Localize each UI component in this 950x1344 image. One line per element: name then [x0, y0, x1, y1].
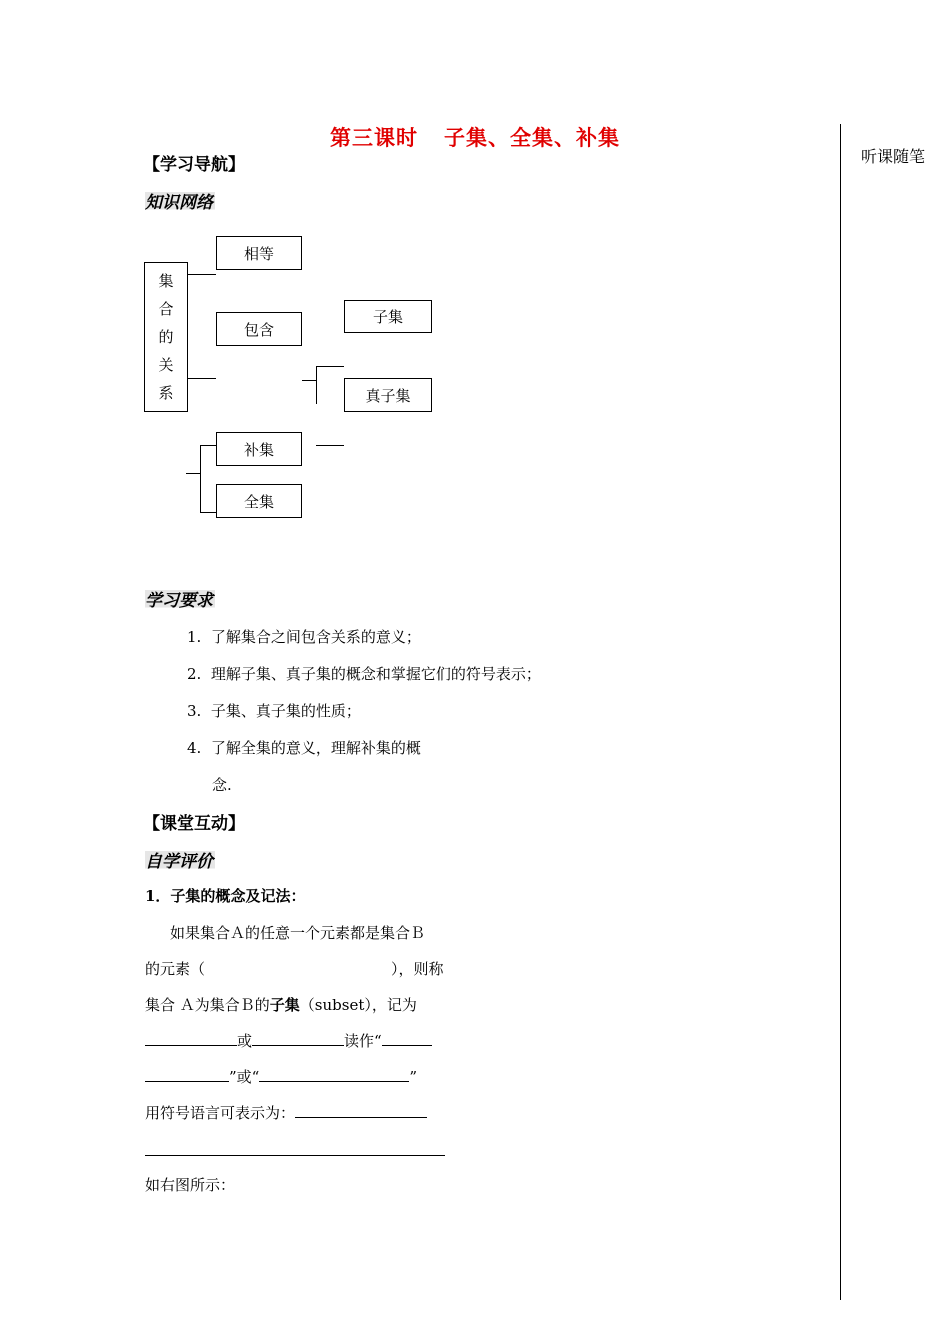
section-requirements: 学习要求: [145, 586, 215, 611]
box-universal: 全集: [216, 484, 302, 518]
box-proper-subset: 真子集: [344, 378, 432, 412]
requirement-num: 2.: [187, 665, 202, 683]
connector-line: [188, 378, 216, 379]
section-interaction: 【课堂互动】: [143, 814, 245, 834]
connector-line: [200, 445, 216, 446]
connector-line: [316, 366, 317, 404]
connector-line: [316, 366, 344, 367]
root-char: 系: [158, 384, 174, 402]
fill-blank[interactable]: [259, 1067, 409, 1082]
fill-blank[interactable]: [295, 1103, 427, 1118]
box-equal: 相等: [216, 236, 302, 270]
section-self-eval: 自学评价: [145, 847, 215, 872]
page-title: [0, 122, 950, 152]
section-guide: 【学习导航】: [143, 155, 245, 175]
connector-line: [200, 445, 201, 513]
title-topic: 子集、全集、补集: [444, 125, 620, 150]
side-note-label: 听课随笔: [861, 147, 926, 166]
subset-line-3: [145, 994, 417, 1015]
subset-line-8: 如右图所示：: [145, 1176, 236, 1194]
requirement-text: 了解全集的意义，理解补集的概: [210, 739, 421, 757]
requirement-text: 了解集合之间包含关系的意义；: [210, 628, 421, 646]
text-fragment: 或: [237, 1032, 253, 1050]
fill-blank-line[interactable]: [145, 1155, 445, 1156]
term-subset: 子集: [269, 996, 300, 1014]
root-char: 关: [158, 356, 174, 374]
root-box-set-relations: [144, 262, 188, 412]
requirement-item: [187, 663, 541, 684]
subset-line-4: [145, 1030, 432, 1051]
subset-line-1: 如果集合Ａ的任意一个元素都是集合Ｂ: [170, 924, 426, 942]
box-subset: 子集: [344, 300, 432, 333]
requirement-text: 子集、真子集的性质；: [210, 702, 361, 720]
requirement-num: 3.: [187, 702, 202, 720]
requirement-num: 4.: [187, 739, 202, 757]
title-lesson: 第三课时: [330, 125, 418, 150]
requirement-continuation: 念.: [212, 776, 232, 794]
fill-blank[interactable]: [252, 1031, 344, 1046]
text-fragment: 用符号语言可表示为：: [145, 1104, 296, 1122]
requirement-item: [187, 737, 421, 758]
text-fragment: 的元素（: [145, 960, 206, 978]
connector-line: [188, 274, 216, 275]
text-fragment: ），则称: [391, 960, 444, 978]
subset-heading: 1．子集的概念及记法：: [145, 887, 306, 905]
box-contain: 包含: [216, 312, 302, 346]
fill-blank[interactable]: [145, 1031, 237, 1046]
root-char: 的: [158, 328, 174, 346]
text-fragment: ”或“: [229, 1068, 260, 1086]
fill-blank[interactable]: [145, 1067, 229, 1082]
requirement-item: [187, 626, 421, 647]
connector-line: [186, 473, 200, 474]
subset-line-6: [145, 1102, 427, 1123]
text-fragment: 集合 Ａ为集合Ｂ的: [145, 996, 270, 1014]
requirement-num: 1.: [187, 628, 202, 646]
connector-line: [200, 512, 216, 513]
text-fragment: ”: [409, 1068, 418, 1086]
connector-line: [302, 380, 316, 381]
subset-line-2: [145, 958, 444, 979]
margin-divider: [840, 124, 841, 1300]
root-char: 集: [158, 272, 174, 290]
fill-blank[interactable]: [382, 1031, 432, 1046]
box-complement: 补集: [216, 432, 302, 466]
text-fragment: 读作“: [344, 1032, 382, 1050]
connector-line: [316, 445, 344, 446]
requirement-text: 理解子集、真子集的概念和掌握它们的符号表示；: [210, 665, 541, 683]
text-fragment: （subset），记为: [299, 996, 417, 1014]
section-network: 知识网络: [145, 188, 215, 213]
root-char: 合: [158, 300, 174, 318]
subset-line-5: [145, 1066, 417, 1087]
requirement-item: [187, 700, 361, 721]
